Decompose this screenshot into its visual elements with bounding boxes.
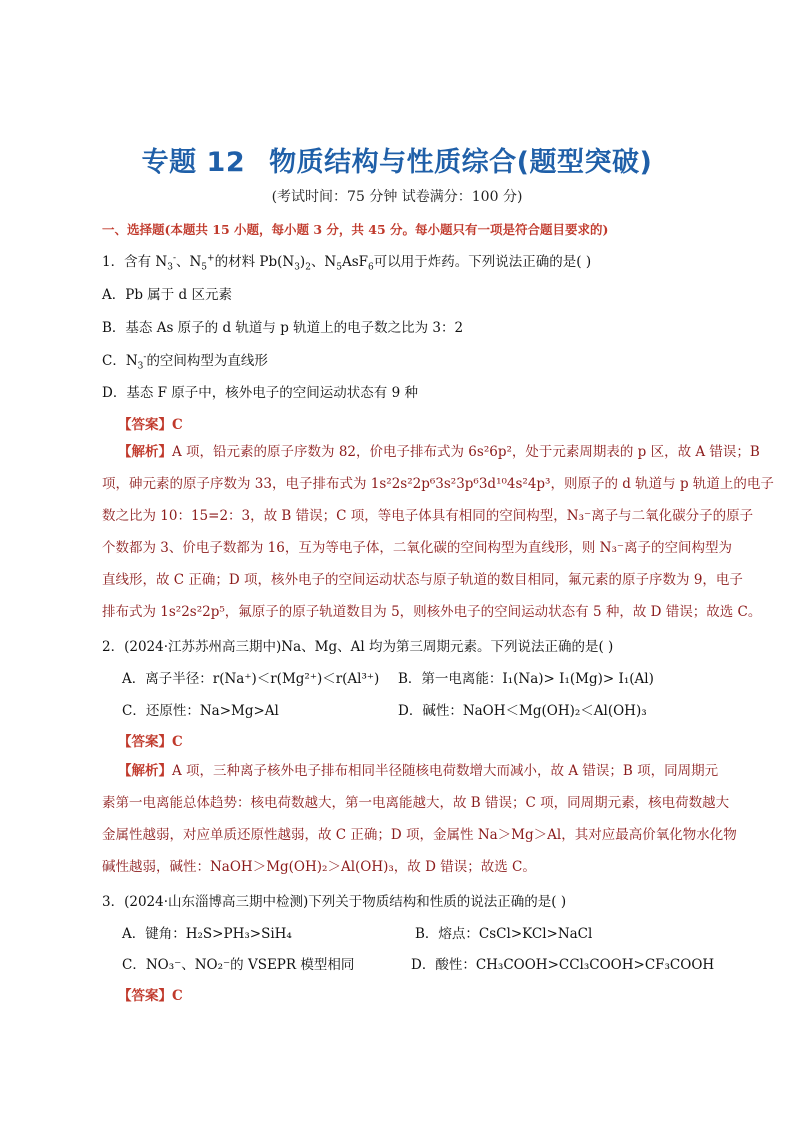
question-1-option-c: C．$N_3^-$的空间构型为直线形	[102, 352, 268, 372]
question-2-option-d: D．碱性：NaOH＜Mg(OH)₂＜Al(OH)₃	[398, 703, 647, 719]
question-2-option-b: B．第一电离能：I₁(Na)> I₁(Mg)> I₁(Al)	[398, 671, 654, 687]
question-1-analysis-line: 数之比为 10：15=2：3，故 B 错误；C 项，等电子体具有相同的空间构型，N₃⁻离子与二氧化碳分子的原子	[102, 508, 754, 524]
title-topic-name: 物质结构与性质综合(题型突破)	[269, 147, 653, 178]
question-1-analysis-line: 项，砷元素的原子序数为 33，电子排布式为 1s²2s²2p⁶3s²3p⁶3d¹⁰4s²4p³，则原子的 d 轨道与 p 轨道上的电子	[102, 476, 774, 492]
question-1-analysis-line: 直线形，故 C 正确；D 项，核外电子的空间运动状态与原子轨道的数目相同，氟元素的原子序数为 9，电子	[102, 572, 743, 588]
question-2-analysis-line: 【解析】A 项，三种离子核外电子排布相同半径随核电荷数增大而减小，故 A 错误；B 项，同周期元	[118, 763, 719, 779]
section-heading: 一、选择题(本题共 15 小题，每小题 3 分，共 45 分。每小题只有一项是符合题目要求的)	[102, 222, 609, 237]
question-1-analysis-line: 个数都为 3、价电子数都为 16，互为等电子体，二氧化碳的空间构型为直线形，则 N₃⁻离子的空间构型为	[102, 540, 732, 556]
question-1-option-a: A．Pb 属于 d 区元素	[102, 287, 232, 303]
question-2-answer: 【答案】C	[118, 734, 183, 750]
question-1-analysis-line: 排布式为 1s²2s²2p⁵，氟原子的原子轨道数目为 5，则核外电子的空间运动状态有 5 种，故 D 错误；故选 C。	[102, 604, 762, 620]
question-2-analysis-line: 碱性越弱，碱性：NaOH＞Mg(OH)₂＞Al(OH)₃，故 D 错误；故选 C。	[102, 859, 536, 875]
page-title	[0, 140, 794, 179]
question-1-answer: 【答案】C	[118, 417, 183, 433]
question-3-stem: 3．(2024·山东淄博高三期中检测)下列关于物质结构和性质的说法正确的是( )	[102, 894, 567, 910]
question-2-stem: 2．(2024·江苏苏州高三期中)Na、Mg、Al 均为第三周期元素。下列说法正确的是( )	[102, 639, 614, 655]
question-2-analysis-line: 金属性越弱，对应单质还原性越弱，故 C 正确；D 项，金属性 Na＞Mg＞Al，其对应最高价氧化物水化物	[102, 827, 737, 843]
question-2-option-a: A．离子半径：r(Na⁺)＜r(Mg²⁺)＜r(Al³⁺)	[122, 671, 380, 687]
question-1-option-b: B．基态 As 原子的 d 轨道与 p 轨道上的电子数之比为 3：2	[102, 320, 464, 336]
question-2-analysis-line: 素第一电离能总体趋势：核电荷数越大，第一电离能越大，故 B 错误；C 项，同周期元素，核电荷数越大	[102, 795, 730, 811]
question-2-option-c: C．还原性：Na>Mg>Al	[122, 703, 279, 719]
exam-info: (考试时间：75 分钟 试卷满分：100 分)	[271, 189, 523, 205]
title-topic-number: 专题 12	[141, 147, 246, 178]
question-1-stem: 1．含有 $N_3^-$、$N_5^+$的材料 $Pb(N_3)_2$、$N_5AsF_6$可以用于炸药。下列说法正确的是( )	[102, 253, 592, 273]
question-1-analysis-line: 【解析】A 项，铅元素的原子序数为 82，价电子排布式为 6s²6p²，处于元素周期表的 p 区，故 A 错误；B	[118, 444, 760, 460]
question-3-option-d: D．酸性：CH₃COOH>CCl₃COOH>CF₃COOH	[411, 957, 715, 973]
question-3-option-b: B．熔点：CsCl>KCl>NaCl	[415, 926, 593, 942]
question-1-option-d: D．基态 F 原子中，核外电子的空间运动状态有 9 种	[102, 385, 418, 401]
question-3-option-c: C．NO₃⁻、NO₂⁻的 VSEPR 模型相同	[122, 957, 355, 973]
question-3-option-a: A．键角：H₂S>PH₃>SiH₄	[122, 926, 292, 942]
question-3-answer: 【答案】C	[118, 988, 183, 1004]
